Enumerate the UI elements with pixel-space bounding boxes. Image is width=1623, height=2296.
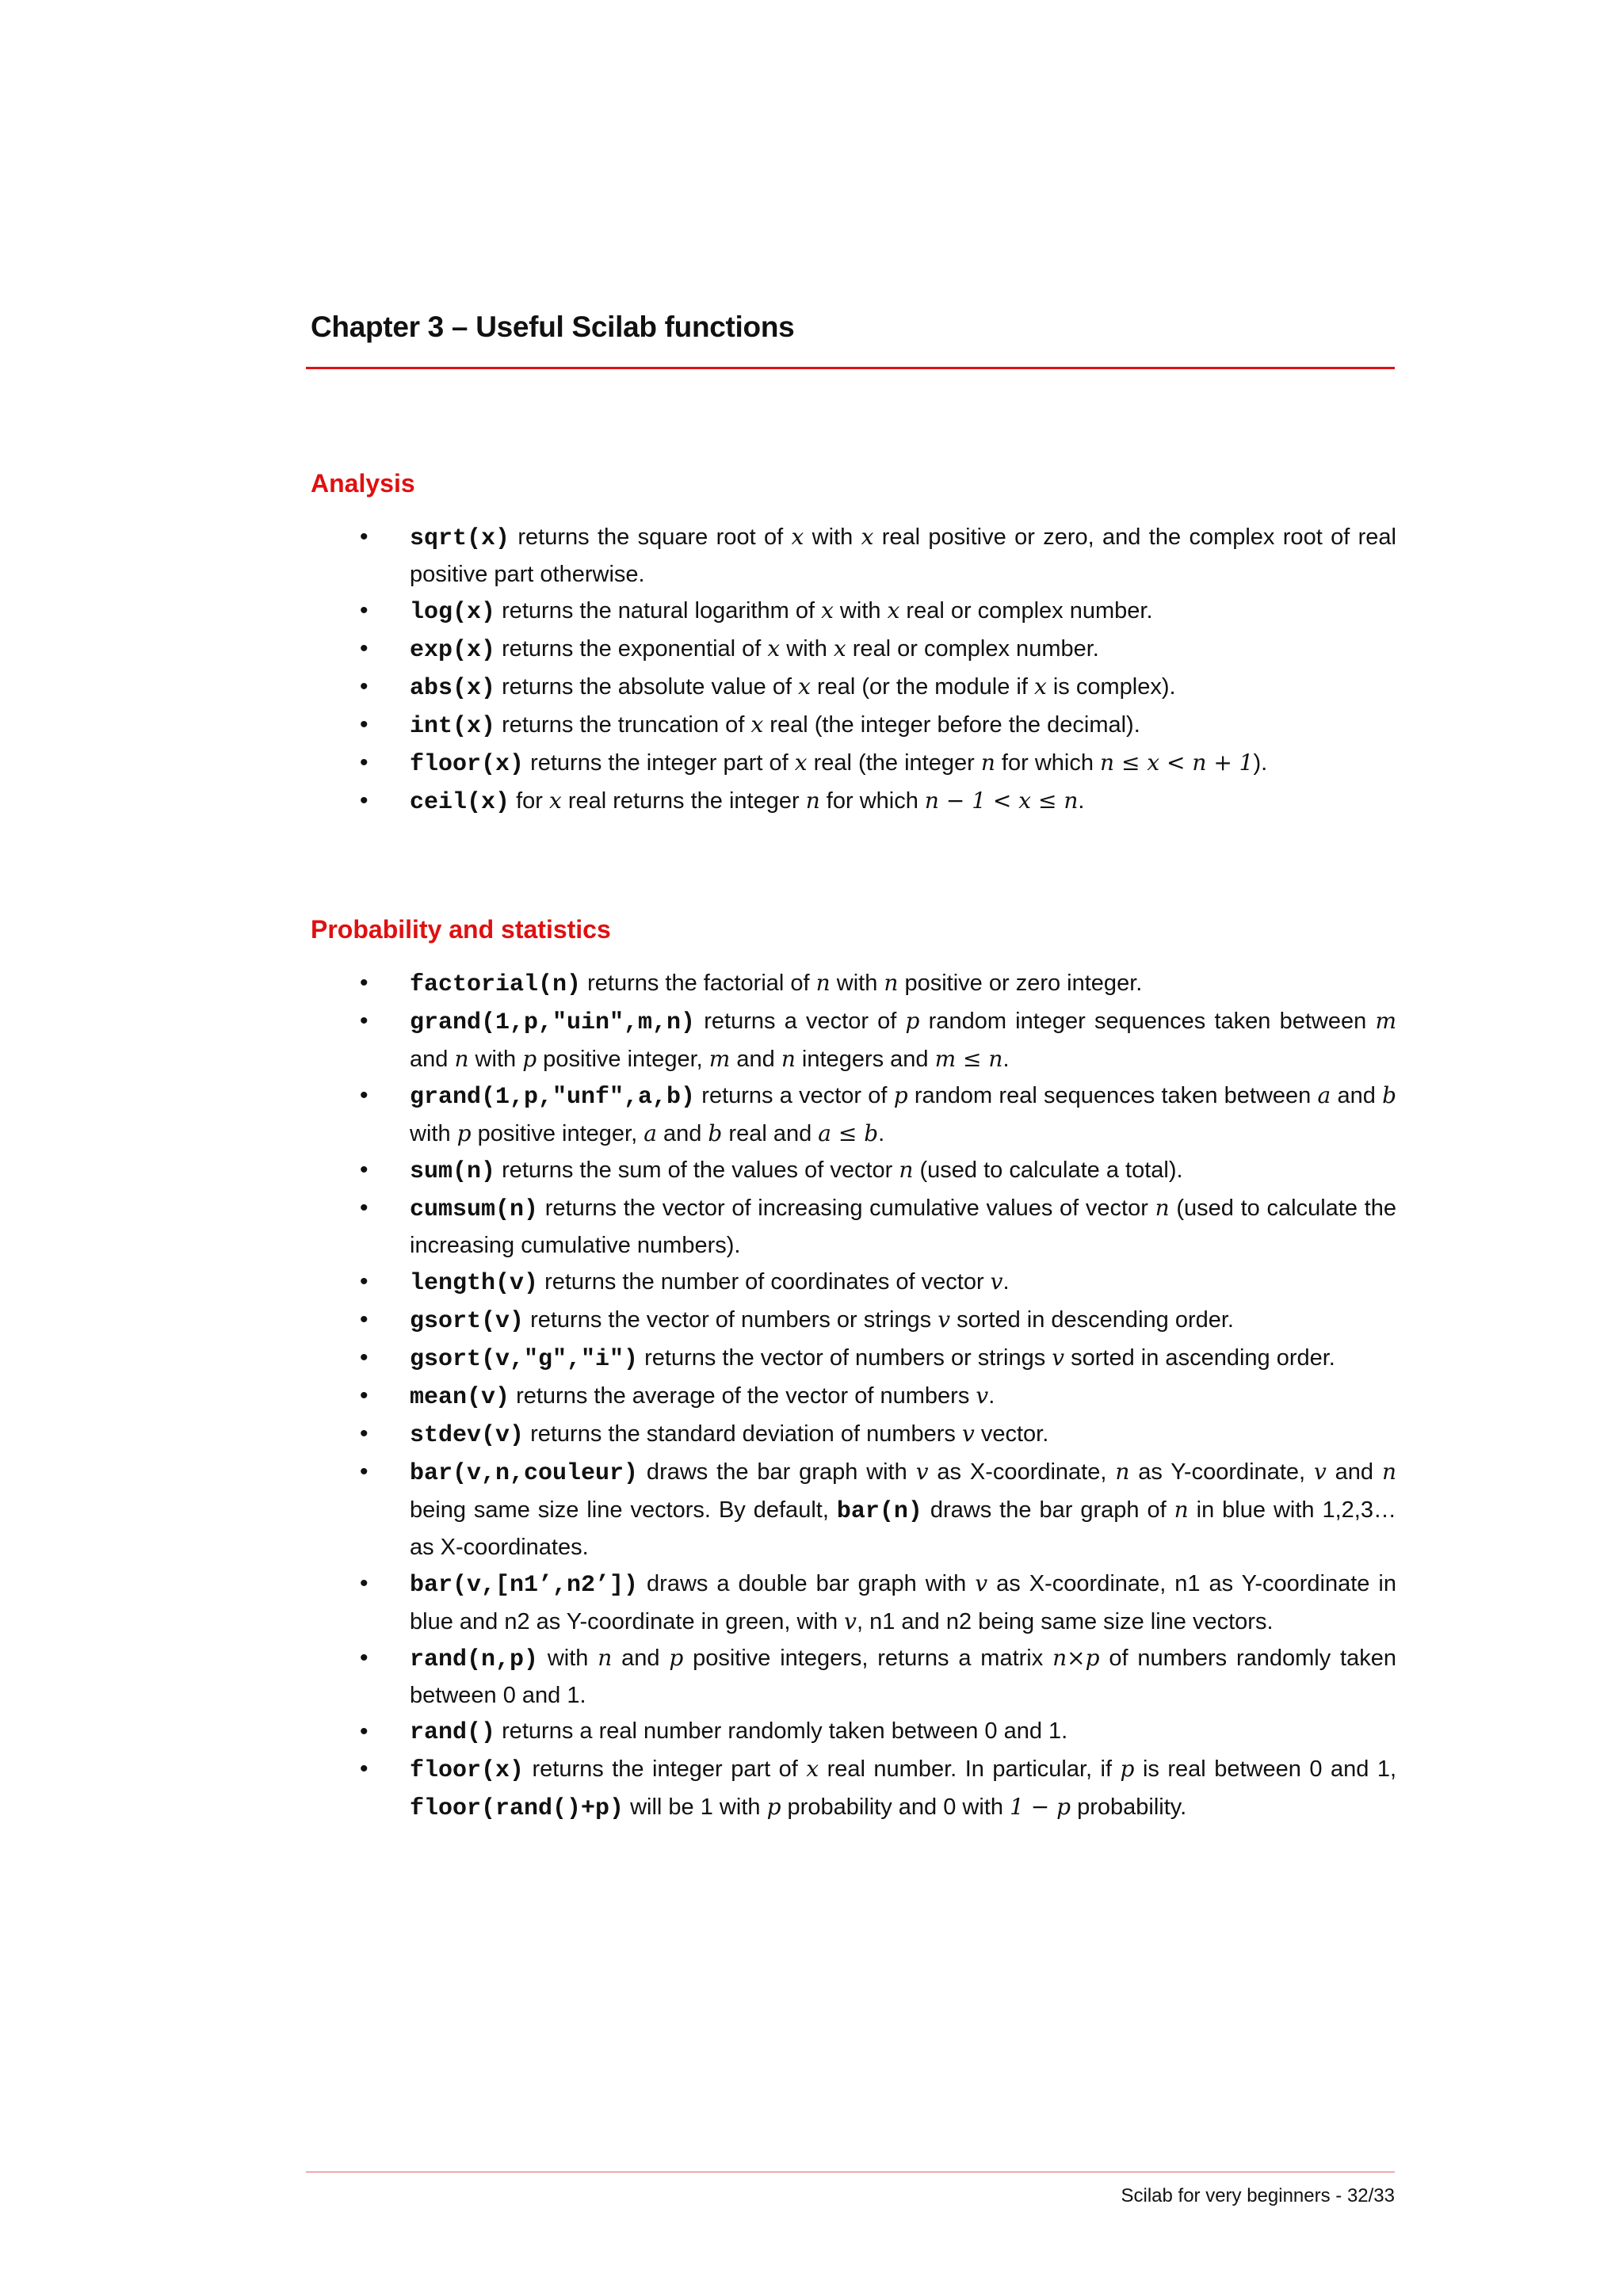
description-text: for xyxy=(510,788,549,814)
description-text: returns the integer part of xyxy=(524,1756,807,1782)
description-text: and xyxy=(656,1121,708,1146)
description-text: real (or the module if xyxy=(810,674,1034,700)
description-text: as Y-coordinate, xyxy=(1129,1459,1314,1485)
math-variable: v xyxy=(961,1421,975,1447)
description-text: is complex). xyxy=(1046,674,1176,700)
math-variable: x xyxy=(833,635,846,662)
description-text: draws the bar graph with xyxy=(638,1459,916,1485)
function-code: factorial(n) xyxy=(410,971,582,998)
title-divider xyxy=(306,367,1395,369)
description-text: real number. In particular, if xyxy=(819,1756,1121,1782)
math-variable: p xyxy=(456,1120,472,1146)
list-item xyxy=(357,631,1396,669)
description-text: returns the integer part of xyxy=(524,750,795,776)
list-item xyxy=(357,707,1396,745)
list-item xyxy=(357,783,1396,821)
math-variable: v xyxy=(976,1383,989,1409)
description-text: returns the vector of increasing cumulative values of vector xyxy=(538,1196,1155,1221)
math-variable: n xyxy=(815,970,831,996)
list-item xyxy=(357,1416,1396,1454)
math-variable: n xyxy=(1115,1459,1130,1485)
math-variable: x xyxy=(798,673,811,700)
description-text: (used to calculate the increasing cumulative numbers). xyxy=(410,1196,1396,1258)
function-code: stdev(v) xyxy=(410,1422,525,1449)
description-text: probability. xyxy=(1071,1794,1187,1820)
description-text: being same size line vectors. By default, xyxy=(410,1497,837,1523)
description-text: with xyxy=(804,524,861,550)
function-code: cumsum(n) xyxy=(410,1196,539,1223)
math-variable: v xyxy=(915,1459,929,1485)
list-item xyxy=(357,593,1396,631)
list-item xyxy=(357,1302,1396,1340)
description-text: and xyxy=(1331,1083,1383,1108)
description-text: real or complex number. xyxy=(899,598,1153,624)
description-text: returns a real number randomly taken between 0 and 1. xyxy=(495,1718,1068,1744)
math-variable: n xyxy=(884,970,899,996)
description-text: real positive or zero, and the complex root of real positive part otherwise. xyxy=(410,524,1396,587)
description-text: and xyxy=(612,1646,670,1671)
math-variable: x xyxy=(750,711,764,738)
function-code: grand(1,p,"uin",m,n) xyxy=(410,1009,696,1036)
math-variable: v xyxy=(1313,1459,1327,1485)
math-variable: v xyxy=(1052,1344,1065,1371)
math-variable: p xyxy=(1120,1756,1135,1782)
description-text: returns a vector of xyxy=(695,1083,894,1108)
probability-function-list xyxy=(357,965,1396,1827)
math-variable: m xyxy=(1375,1008,1396,1034)
math-variable: n xyxy=(781,1046,796,1072)
function-code: gsort(v) xyxy=(410,1308,525,1335)
math-variable: b xyxy=(708,1120,723,1146)
description-text: draws the bar graph of xyxy=(922,1497,1174,1523)
math-variable: x xyxy=(1033,673,1047,700)
description-text: with xyxy=(538,1646,598,1671)
math-variable: p xyxy=(905,1008,920,1034)
description-text: returns the exponential of xyxy=(495,636,768,662)
math-variable: n xyxy=(454,1046,469,1072)
math-variable: p xyxy=(669,1645,684,1671)
description-text: real (the integer xyxy=(807,750,981,776)
description-text: positive integer, xyxy=(471,1121,644,1146)
function-code: int(x) xyxy=(410,713,496,740)
list-item xyxy=(357,519,1396,593)
math-variable: a xyxy=(1317,1082,1331,1108)
description-text: integers and xyxy=(795,1047,935,1072)
function-code: sum(n) xyxy=(410,1158,496,1185)
description-text: of numbers randomly taken between 0 and 1. xyxy=(410,1646,1397,1708)
math-variable: n xyxy=(805,788,820,814)
math-variable: v xyxy=(938,1306,951,1333)
description-text: real or complex number. xyxy=(846,636,1099,662)
function-code: rand(n,p) xyxy=(410,1646,539,1673)
list-item xyxy=(357,1566,1396,1640)
list-item xyxy=(357,745,1396,783)
description-text: with xyxy=(410,1121,457,1146)
list-item xyxy=(357,1077,1396,1152)
description-text: . xyxy=(1002,1269,1010,1295)
description-text: returns the absolute value of xyxy=(495,674,799,700)
math-variable: n ≤ x < n + 1 xyxy=(1100,749,1254,776)
description-text: with xyxy=(780,636,834,662)
description-text: is real between 0 and 1, xyxy=(1134,1756,1396,1782)
description-text: returns the number of coordinates of vector xyxy=(538,1269,991,1295)
description-text: returns the vector of numbers or strings xyxy=(638,1345,1052,1371)
function-code: ceil(x) xyxy=(410,789,510,816)
function-code: length(v) xyxy=(410,1270,539,1297)
math-variable: n×p xyxy=(1052,1645,1100,1671)
description-text: as X-coordinate, xyxy=(928,1459,1116,1485)
description-text: returns the vector of numbers or strings xyxy=(524,1307,938,1333)
description-text: in blue with 1,2,3… as X-coordinates. xyxy=(410,1497,1396,1560)
description-text: returns the square root of xyxy=(510,524,792,550)
math-variable: m ≤ n xyxy=(934,1046,1003,1072)
description-text: and xyxy=(730,1047,781,1072)
math-variable: p xyxy=(522,1046,537,1072)
math-variable: n xyxy=(1174,1497,1189,1523)
description-text: . xyxy=(988,1383,995,1409)
description-text: sorted in ascending order. xyxy=(1064,1345,1335,1371)
description-text: will be 1 with xyxy=(624,1794,767,1820)
math-variable: x xyxy=(806,1756,819,1782)
list-item xyxy=(357,1190,1396,1264)
description-text: returns a vector of xyxy=(695,1009,906,1034)
math-variable: a xyxy=(643,1120,657,1146)
description-text: with xyxy=(833,598,888,624)
function-code: sqrt(x) xyxy=(410,525,510,552)
description-text: for which xyxy=(819,788,925,814)
list-item xyxy=(357,1454,1396,1566)
description-text: returns the factorial of xyxy=(581,971,816,996)
description-text: returns the sum of the values of vector xyxy=(495,1158,899,1183)
list-item xyxy=(357,1152,1396,1190)
function-code: floor(x) xyxy=(410,751,525,778)
function-code: bar(n) xyxy=(836,1498,922,1525)
function-code: floor(x) xyxy=(410,1757,525,1784)
math-variable: n xyxy=(899,1157,914,1183)
math-variable: x xyxy=(887,597,900,624)
math-variable: 1 − p xyxy=(1010,1794,1071,1820)
description-text: and xyxy=(410,1047,455,1072)
function-code: bar(v,n,couleur) xyxy=(410,1460,639,1487)
math-variable: x xyxy=(794,749,808,776)
section-title-analysis: Analysis xyxy=(311,469,415,498)
description-text: . xyxy=(878,1121,885,1146)
list-item xyxy=(357,1751,1396,1827)
list-item xyxy=(357,669,1396,707)
math-variable: x xyxy=(549,788,562,814)
function-code: rand() xyxy=(410,1719,496,1746)
math-variable: n xyxy=(980,749,995,776)
analysis-function-list xyxy=(357,519,1396,821)
description-text: probability and 0 with xyxy=(781,1794,1010,1820)
description-text: real and xyxy=(722,1121,819,1146)
list-item xyxy=(357,1714,1396,1751)
function-code: log(x) xyxy=(410,599,496,626)
page-footer: Scilab for very beginners - 32/33 xyxy=(1121,2185,1395,2206)
description-text: draws a double bar graph with xyxy=(638,1571,976,1596)
description-text: . xyxy=(1078,788,1085,814)
description-text: positive integers, returns a matrix xyxy=(683,1646,1053,1671)
description-text: with xyxy=(830,971,884,996)
math-variable: x xyxy=(767,635,781,662)
list-item xyxy=(357,1378,1396,1416)
description-text: returns the standard deviation of numbers xyxy=(524,1421,962,1447)
math-variable: v xyxy=(844,1608,857,1634)
description-text: positive integer, xyxy=(537,1047,709,1072)
math-variable: n − 1 < x ≤ n xyxy=(924,788,1079,814)
chapter-title: Chapter 3 – Useful Scilab functions xyxy=(311,311,795,343)
description-text: real (the integer before the decimal). xyxy=(763,712,1140,738)
math-variable: p xyxy=(893,1082,908,1108)
list-item xyxy=(357,1340,1396,1378)
math-variable: v xyxy=(975,1570,988,1596)
description-text: random integer sequences taken between xyxy=(919,1009,1376,1034)
description-text: ). xyxy=(1253,750,1268,776)
math-variable: n xyxy=(598,1645,613,1671)
function-code: mean(v) xyxy=(410,1384,510,1411)
function-code: exp(x) xyxy=(410,637,496,664)
description-text: random real sequences taken between xyxy=(907,1083,1318,1108)
math-variable: v xyxy=(990,1268,1003,1295)
function-code: floor(rand()+p) xyxy=(410,1795,624,1822)
description-text: returns the natural logarithm of xyxy=(495,598,822,624)
math-variable: a ≤ b xyxy=(818,1120,879,1146)
description-text: returns the average of the vector of numbers xyxy=(510,1383,976,1409)
description-text: , n1 and n2 being same size line vectors. xyxy=(857,1609,1274,1634)
function-code: abs(x) xyxy=(410,675,496,702)
function-code: gsort(v,"g","i") xyxy=(410,1346,639,1373)
description-text: with xyxy=(468,1047,523,1072)
list-item xyxy=(357,1003,1396,1077)
list-item xyxy=(357,1640,1396,1714)
description-text: (used to calculate a total). xyxy=(913,1158,1183,1183)
list-item xyxy=(357,965,1396,1003)
description-text: for which xyxy=(995,750,1101,776)
description-text: returns the truncation of xyxy=(495,712,751,738)
list-item xyxy=(357,1264,1396,1302)
math-variable: m xyxy=(708,1046,731,1072)
function-code: bar(v,[n1’,n2’]) xyxy=(410,1572,639,1599)
function-code: grand(1,p,"unf",a,b) xyxy=(410,1084,696,1111)
math-variable: x xyxy=(791,524,804,550)
math-variable: n xyxy=(1381,1459,1396,1485)
math-variable: x xyxy=(861,524,874,550)
description-text: vector. xyxy=(974,1421,1049,1447)
description-text: positive or zero integer. xyxy=(898,971,1143,996)
math-variable: p xyxy=(766,1794,781,1820)
math-variable: x xyxy=(821,597,834,624)
math-variable: n xyxy=(1155,1195,1170,1221)
description-text: real returns the integer xyxy=(561,788,806,814)
description-text: and xyxy=(1326,1459,1382,1485)
description-text: sorted in descending order. xyxy=(950,1307,1234,1333)
description-text: as X-coordinate, n1 as Y-coordinate in blue and n2 as Y-coordinate in green, with xyxy=(410,1571,1396,1634)
description-text: . xyxy=(1002,1047,1010,1072)
section-title-probability: Probability and statistics xyxy=(311,915,611,944)
math-variable: b xyxy=(1382,1082,1397,1108)
